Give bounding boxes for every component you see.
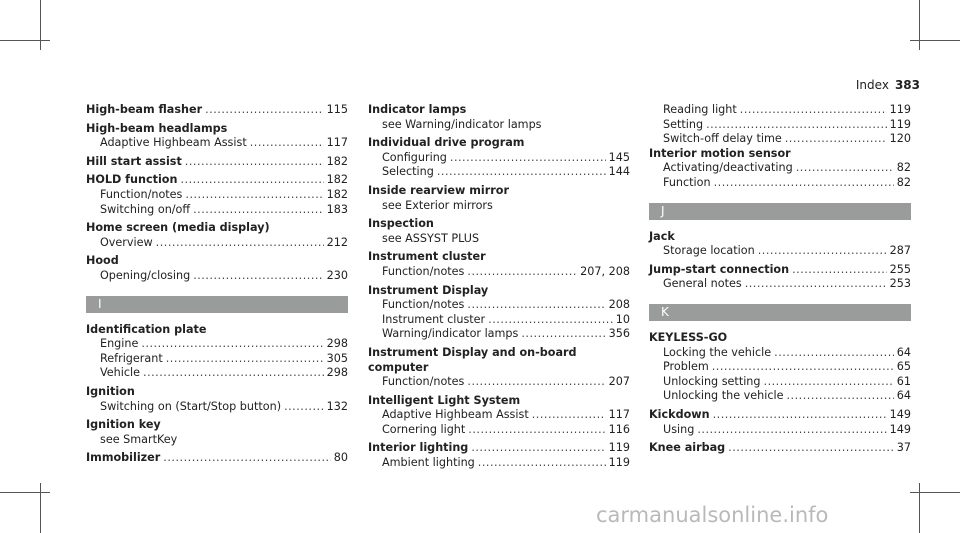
index-subentry: General notes ..... 253	[649, 277, 911, 292]
index-entry-continued: computer	[368, 360, 429, 374]
index-subentry: Function/notes ..... 207, 208	[368, 265, 630, 280]
index-entry: Interior lighting ..... 119	[368, 441, 630, 456]
index-entry: Home screen (media display)	[86, 221, 270, 235]
crop-mark	[919, 483, 920, 533]
index-subentry: Switch-off delay time ..... 120	[649, 132, 911, 147]
index-subentry: Refrigerant ..... 305	[86, 352, 348, 367]
index-subentry: Locking the vehicle ..... 64	[649, 346, 911, 361]
index-subentry: Function/notes ..... 208	[368, 298, 630, 313]
index-entry: KEYLESS-GO	[649, 330, 728, 344]
index-subentry: Configuring ..... 145	[368, 151, 630, 166]
page-header	[856, 78, 920, 92]
index-entry: Knee airbag ..... 37	[649, 441, 911, 456]
index-subentry: Switching on/off ..... 183	[86, 203, 348, 218]
letter-heading-k: K	[649, 304, 911, 321]
crop-mark	[919, 0, 920, 50]
index-subentry: Unlocking the vehicle ..... 64	[649, 389, 911, 404]
index-subentry: Opening/closing ..... 230	[86, 269, 348, 284]
index-subentry: Overview ..... 212	[86, 236, 348, 251]
index-entry: Individual drive program	[368, 136, 525, 150]
index-subentry: see SmartKey	[100, 432, 178, 446]
index-entry: Inspection	[368, 217, 434, 231]
index-subentry: Engine ..... 298	[86, 337, 348, 352]
index-column-1	[86, 103, 348, 466]
index-entry: Interior motion sensor	[649, 146, 791, 160]
index-entry: Kickdown ..... 149	[649, 408, 911, 423]
crop-mark	[0, 40, 50, 41]
index-entry: Immobilizer ..... 80	[86, 451, 348, 466]
index-subentry: Vehicle ..... 298	[86, 366, 348, 381]
index-entry: Jump-start connection ..... 255	[649, 263, 911, 278]
index-column-2	[368, 103, 630, 471]
index-entry: Instrument Display and on-board	[368, 345, 577, 359]
index-subentry: Ambient lighting ..... 119	[368, 456, 630, 471]
crop-mark	[40, 483, 41, 533]
crop-mark	[0, 492, 50, 493]
index-entry: High-beam headlamps	[86, 121, 228, 135]
page-number: 383	[894, 78, 920, 92]
index-subentry: Reading light ..... 119	[649, 103, 911, 118]
index-subentry: Activating/deactivating ..... 82	[649, 161, 911, 176]
index-subentry: see ASSYST PLUS	[382, 231, 480, 245]
index-subentry: Warning/indicator lamps ..... 356	[368, 327, 630, 342]
index-subentry: Unlocking setting ..... 61	[649, 375, 911, 390]
index-subentry: Setting ..... 119	[649, 118, 911, 133]
index-subentry: Selecting ..... 144	[368, 165, 630, 180]
watermark: carmanualsonline.info	[596, 503, 829, 527]
index-subentry: Problem ..... 65	[649, 360, 911, 375]
index-entry: Indicator lamps	[368, 103, 467, 116]
index-entry: Instrument cluster	[368, 250, 486, 264]
crop-mark	[910, 492, 960, 493]
index-entry: Hood	[86, 254, 119, 268]
crop-mark	[40, 0, 41, 50]
index-subentry: Using ..... 149	[649, 423, 911, 438]
index-entry: Hill start assist ..... 182	[86, 155, 348, 170]
index-entry: Instrument Display	[368, 283, 489, 297]
index-subentry: Storage location ..... 287	[649, 244, 911, 259]
index-entry: Ignition	[86, 384, 135, 398]
index-subentry: Adaptive Highbeam Assist ..... 117	[368, 408, 630, 423]
index-subentry: Switching on (Start/Stop button) ..... 132	[86, 400, 348, 415]
crop-mark	[910, 40, 960, 41]
letter-heading-j: J	[649, 203, 911, 220]
index-entry: Intelligent Light System	[368, 393, 521, 407]
index-entry: Identification plate	[86, 322, 207, 336]
index-subentry: Instrument cluster ..... 10	[368, 313, 630, 328]
index-entry: Inside rearview mirror	[368, 183, 509, 197]
section-title: Index	[855, 78, 889, 92]
index-entry: High-beam flasher ..... 115	[86, 103, 348, 118]
index-entry: Jack	[649, 229, 675, 243]
index-subentry: see Warning/indicator lamps	[382, 117, 542, 131]
index-subentry: Function ..... 82	[649, 176, 911, 191]
index-subentry: Function/notes ..... 207	[368, 375, 630, 390]
index-subentry: Cornering light ..... 116	[368, 423, 630, 438]
index-entry: HOLD function ..... 182	[86, 173, 348, 188]
index-subentry: see Exterior mirrors	[382, 198, 493, 212]
letter-heading-i: I	[86, 296, 348, 313]
index-column-3	[649, 103, 911, 456]
index-subentry: Adaptive Highbeam Assist ..... 117	[86, 136, 348, 151]
index-subentry: Function/notes ..... 182	[86, 188, 348, 203]
index-entry: Ignition key	[86, 418, 161, 432]
